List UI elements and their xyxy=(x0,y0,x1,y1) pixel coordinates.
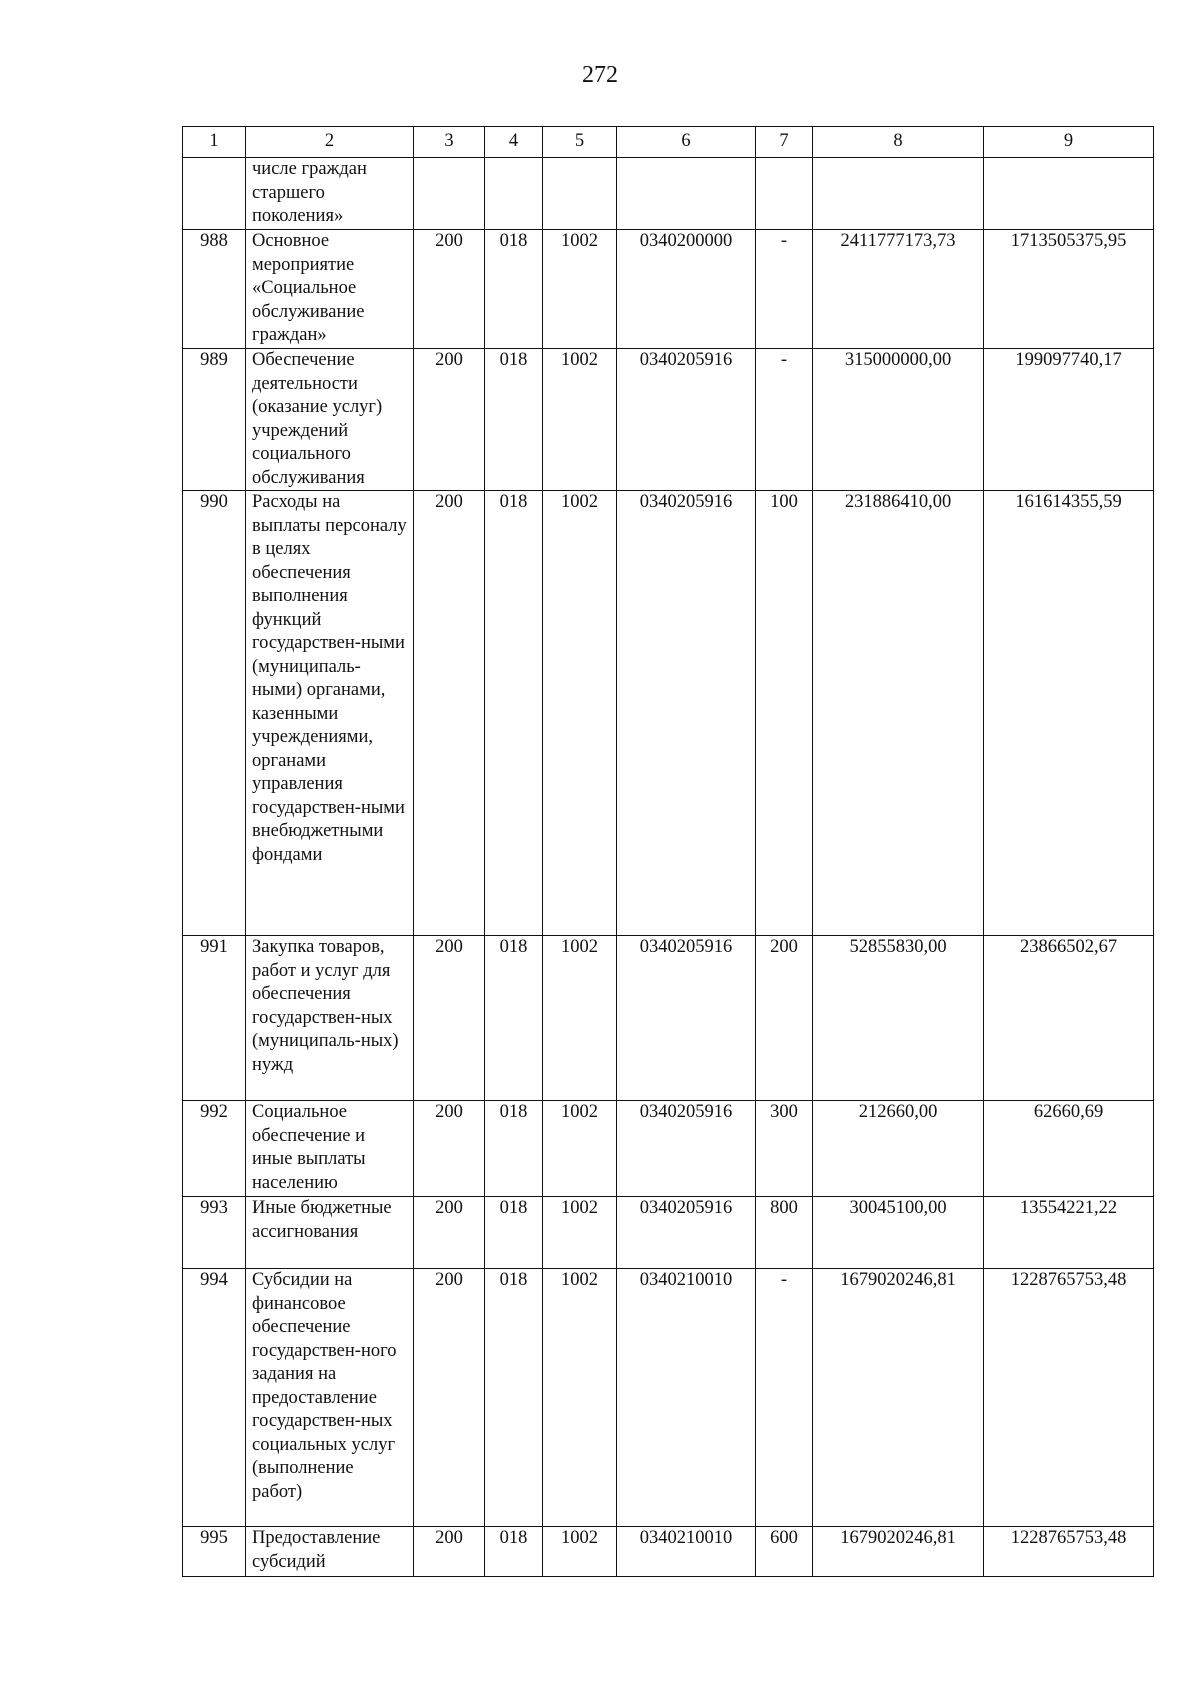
cell-col-3: 200 xyxy=(414,936,485,1101)
cell-col-9: 1228765753,48 xyxy=(984,1527,1154,1577)
cell-col-3: 200 xyxy=(414,1197,485,1269)
cell-col-6 xyxy=(617,158,756,230)
cell-col-8: 1679020246,81 xyxy=(813,1527,984,1577)
cell-col-9: 1713505375,95 xyxy=(984,230,1154,349)
table-row xyxy=(183,1527,1154,1577)
table-header-row xyxy=(183,127,1154,158)
row-number: 992 xyxy=(183,1101,246,1197)
row-number: 993 xyxy=(183,1197,246,1269)
cell-col-3: 200 xyxy=(414,1527,485,1577)
table-row xyxy=(183,1269,1154,1527)
row-number: 989 xyxy=(183,349,246,491)
cell-col-3: 200 xyxy=(414,1269,485,1527)
row-name: Предоставление субсидий xyxy=(246,1527,414,1577)
table-row xyxy=(183,349,1154,491)
cell-col-8: 315000000,00 xyxy=(813,349,984,491)
cell-col-8 xyxy=(813,158,984,230)
cell-col-9: 62660,69 xyxy=(984,1101,1154,1197)
row-name: Закупка товаров, работ и услуг для обеспечения государствен-ных (муниципаль-ных) нужд xyxy=(246,936,414,1101)
cell-col-8: 2411777173,73 xyxy=(813,230,984,349)
table-row xyxy=(183,491,1154,936)
cell-col-7: - xyxy=(756,1269,813,1527)
cell-col-8: 52855830,00 xyxy=(813,936,984,1101)
cell-col-5: 1002 xyxy=(543,1197,617,1269)
cell-col-4: 018 xyxy=(485,1197,543,1269)
cell-col-6: 0340210010 xyxy=(617,1269,756,1527)
cell-col-3: 200 xyxy=(414,230,485,349)
cell-col-8: 1679020246,81 xyxy=(813,1269,984,1527)
cell-col-5 xyxy=(543,158,617,230)
cell-col-6: 0340205916 xyxy=(617,1197,756,1269)
row-number: 990 xyxy=(183,491,246,936)
header-col-3: 3 xyxy=(414,127,485,158)
cell-col-3 xyxy=(414,158,485,230)
row-name: Обеспечение деятельности (оказание услуг) учреждений социального обслуживания xyxy=(246,349,414,491)
cell-col-9: 1228765753,48 xyxy=(984,1269,1154,1527)
cell-col-6: 0340205916 xyxy=(617,349,756,491)
cell-col-5: 1002 xyxy=(543,491,617,936)
cell-col-5: 1002 xyxy=(543,1101,617,1197)
cell-col-7: 300 xyxy=(756,1101,813,1197)
cell-col-5: 1002 xyxy=(543,1527,617,1577)
budget-table xyxy=(182,126,1154,1577)
cell-col-5: 1002 xyxy=(543,936,617,1101)
header-col-1: 1 xyxy=(183,127,246,158)
cell-col-7: 800 xyxy=(756,1197,813,1269)
cell-col-6: 0340205916 xyxy=(617,936,756,1101)
cell-col-9 xyxy=(984,158,1154,230)
cell-col-4: 018 xyxy=(485,1269,543,1527)
cell-col-6: 0340205916 xyxy=(617,1101,756,1197)
cell-col-7: 200 xyxy=(756,936,813,1101)
cell-col-7: - xyxy=(756,349,813,491)
cell-col-6: 0340210010 xyxy=(617,1527,756,1577)
table-row xyxy=(183,1101,1154,1197)
cell-col-3: 200 xyxy=(414,491,485,936)
cell-col-4: 018 xyxy=(485,1527,543,1577)
cell-col-5: 1002 xyxy=(543,230,617,349)
cell-col-9: 13554221,22 xyxy=(984,1197,1154,1269)
row-number xyxy=(183,158,246,230)
cell-col-6: 0340200000 xyxy=(617,230,756,349)
cell-col-7: 600 xyxy=(756,1527,813,1577)
cell-col-4: 018 xyxy=(485,230,543,349)
row-name: Основное мероприятие «Социальное обслуживание граждан» xyxy=(246,230,414,349)
cell-col-3: 200 xyxy=(414,1101,485,1197)
row-name: Субсидии на финансовое обеспечение государствен-ного задания на предоставление государствен-ных социальных услуг (выполнение работ) xyxy=(246,1269,414,1527)
cell-col-7: 100 xyxy=(756,491,813,936)
row-number: 988 xyxy=(183,230,246,349)
cell-col-4: 018 xyxy=(485,936,543,1101)
row-name: числе граждан старшего поколения» xyxy=(246,158,414,230)
cell-col-8: 30045100,00 xyxy=(813,1197,984,1269)
cell-col-4: 018 xyxy=(485,491,543,936)
header-col-9: 9 xyxy=(984,127,1154,158)
row-name: Иные бюджетные ассигнования xyxy=(246,1197,414,1269)
table-row xyxy=(183,936,1154,1101)
table-row xyxy=(183,230,1154,349)
cell-col-5: 1002 xyxy=(543,349,617,491)
cell-col-9: 161614355,59 xyxy=(984,491,1154,936)
cell-col-3: 200 xyxy=(414,349,485,491)
header-col-5: 5 xyxy=(543,127,617,158)
row-name: Расходы на выплаты персоналу в целях обеспечения выполнения функций государствен-ными (муниципаль-ными) органами, казенными учреждениями, органами управления государствен-ными внебюджетными фондами xyxy=(246,491,414,936)
header-col-6: 6 xyxy=(617,127,756,158)
cell-col-5: 1002 xyxy=(543,1269,617,1527)
header-col-7: 7 xyxy=(756,127,813,158)
cell-col-4 xyxy=(485,158,543,230)
header-col-8: 8 xyxy=(813,127,984,158)
row-name: Социальное обеспечение и иные выплаты населению xyxy=(246,1101,414,1197)
table-row xyxy=(183,1197,1154,1269)
cell-col-4: 018 xyxy=(485,349,543,491)
cell-col-9: 23866502,67 xyxy=(984,936,1154,1101)
header-col-2: 2 xyxy=(246,127,414,158)
row-number: 991 xyxy=(183,936,246,1101)
table-row xyxy=(183,158,1154,230)
cell-col-8: 212660,00 xyxy=(813,1101,984,1197)
row-number: 995 xyxy=(183,1527,246,1577)
page-number: 272 xyxy=(582,62,618,88)
header-col-4: 4 xyxy=(485,127,543,158)
cell-col-6: 0340205916 xyxy=(617,491,756,936)
cell-col-7: - xyxy=(756,230,813,349)
row-number: 994 xyxy=(183,1269,246,1527)
cell-col-7 xyxy=(756,158,813,230)
cell-col-4: 018 xyxy=(485,1101,543,1197)
cell-col-8: 231886410,00 xyxy=(813,491,984,936)
cell-col-9: 199097740,17 xyxy=(984,349,1154,491)
